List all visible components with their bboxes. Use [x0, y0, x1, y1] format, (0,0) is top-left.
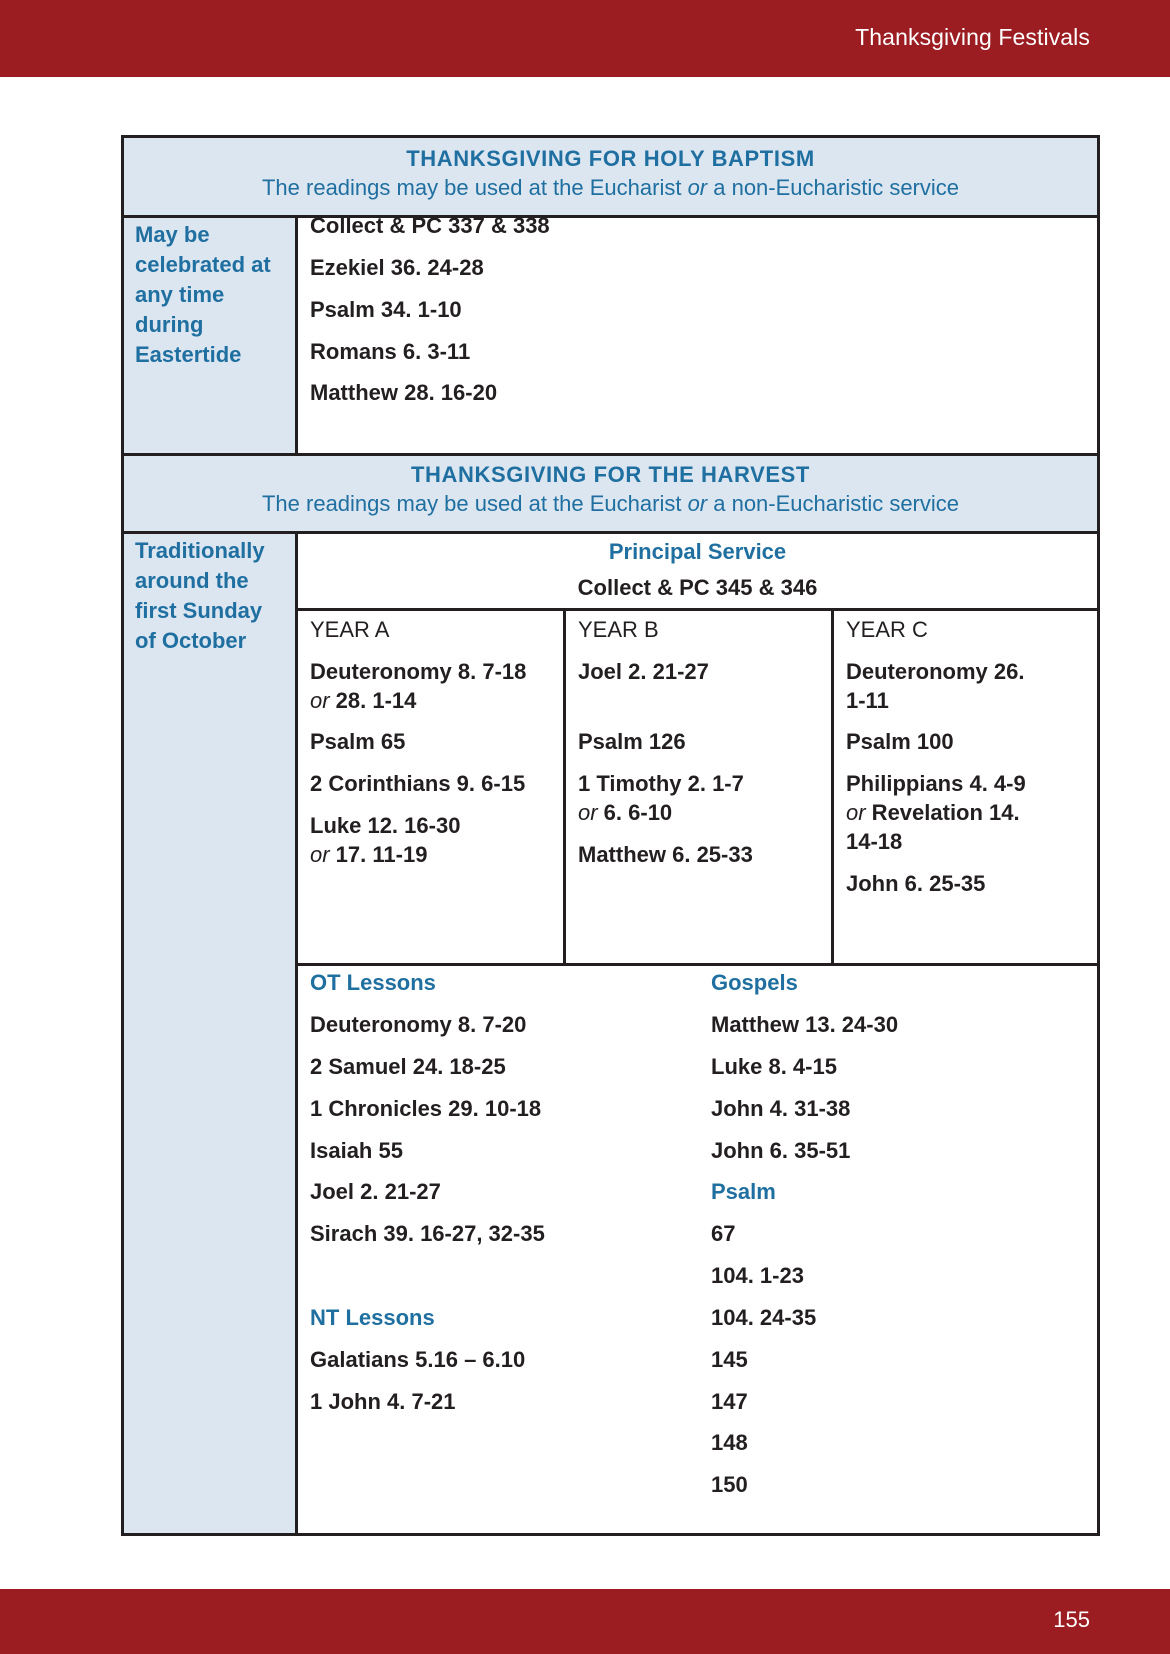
year-a-reading-alt	[310, 686, 416, 716]
subtitle-text: The readings may be used at the Eucharist	[261, 491, 688, 516]
baptism-subtitle	[124, 175, 1097, 201]
ot-lesson: Isaiah 55	[310, 1138, 403, 1163]
or-text: or	[310, 688, 330, 713]
psalm: 104. 1-23	[711, 1263, 804, 1288]
alt-reading: 28. 1-14	[329, 688, 417, 713]
year-a-label: YEAR A	[310, 617, 390, 642]
year-c-reading-alt	[846, 798, 1020, 828]
alt-reading: Revelation 14.	[865, 800, 1020, 825]
divider	[831, 608, 834, 964]
gospel: John 6. 35-51	[711, 1138, 851, 1163]
gospel: Matthew 13. 24-30	[711, 1012, 899, 1037]
harvest-title: THANKSGIVING FOR THE HARVEST	[411, 462, 810, 487]
gospel: Luke 8. 4-15	[711, 1054, 837, 1079]
harvest-header	[124, 456, 1097, 531]
alt-reading: 17. 11-19	[329, 842, 428, 867]
alt-reading: 6. 6-10	[597, 800, 673, 825]
running-header-title: Thanksgiving Festivals	[855, 24, 1090, 50]
subtitle-text: a non-Eucharistic service	[707, 491, 960, 516]
running-footer	[0, 1589, 1170, 1654]
psalm: 147	[711, 1389, 748, 1414]
divider	[295, 218, 298, 453]
ot-lesson: 2 Samuel 24. 18-25	[310, 1054, 506, 1079]
year-a-reading: Psalm 65	[310, 729, 406, 754]
nt-lesson: 1 John 4. 7-21	[310, 1389, 456, 1414]
harvest-when: Traditionally around the first Sunday of October	[135, 538, 265, 653]
year-c-reading: John 6. 25-35	[846, 871, 986, 896]
harvest-subtitle	[124, 491, 1097, 517]
divider	[295, 963, 1097, 966]
year-b-reading-alt	[578, 798, 672, 828]
gospel: John 4. 31-38	[711, 1096, 851, 1121]
year-c-reading: Philippians 4. 4-9	[846, 771, 1026, 796]
nt-lessons-heading: NT Lessons	[310, 1305, 435, 1330]
baptism-title: THANKSGIVING FOR HOLY BAPTISM	[406, 146, 815, 171]
baptism-reading: Romans 6. 3-11	[310, 339, 471, 364]
psalm: 145	[711, 1347, 748, 1372]
or-text: or	[578, 800, 598, 825]
baptism-reading: Psalm 34. 1-10	[310, 297, 462, 322]
subtitle-text: a non-Eucharistic service	[707, 175, 960, 200]
psalm: 150	[711, 1472, 748, 1497]
year-b-label: YEAR B	[578, 617, 659, 642]
year-c-label: YEAR C	[846, 617, 928, 642]
year-b-reading: Matthew 6. 25-33	[578, 842, 753, 867]
divider	[295, 534, 298, 1533]
year-c-reading-cont: 1-11	[846, 688, 889, 713]
year-b-reading: Psalm 126	[578, 729, 686, 754]
ot-lesson: Deuteronomy 8. 7-20	[310, 1012, 527, 1037]
ot-lesson: 1 Chronicles 29. 10-18	[310, 1096, 542, 1121]
baptism-reading: Matthew 28. 16-20	[310, 380, 498, 405]
subtitle-or: or	[687, 175, 708, 200]
principal-service-heading: Principal Service	[608, 539, 787, 564]
baptism-reading: Ezekiel 36. 24-28	[310, 255, 484, 280]
page-number: 155	[1053, 1607, 1090, 1632]
gospels-heading: Gospels	[711, 970, 798, 995]
ot-lesson: Sirach 39. 16-27, 32-35	[310, 1221, 545, 1246]
subtitle-text: The readings may be used at the Eucharist	[261, 175, 688, 200]
harvest-when-cell	[124, 534, 295, 1533]
year-c-reading: Psalm 100	[846, 729, 954, 754]
year-b-reading: Joel 2. 21-27	[578, 659, 709, 684]
year-a-reading: Deuteronomy 8. 7-18	[310, 659, 527, 684]
baptism-header	[124, 138, 1097, 215]
baptism-when: May be celebrated at any time during Eastertide	[135, 222, 271, 367]
year-c-reading-cont: 14-18	[846, 829, 903, 854]
running-header	[0, 0, 1170, 77]
baptism-when-cell	[124, 218, 295, 453]
readings-table	[121, 135, 1100, 1536]
year-a-reading-alt	[310, 840, 427, 870]
or-text: or	[846, 800, 866, 825]
year-c-reading: Deuteronomy 26.	[846, 659, 1025, 684]
ot-lesson: Joel 2. 21-27	[310, 1179, 441, 1204]
psalm: 104. 24-35	[711, 1305, 817, 1330]
year-b-reading: 1 Timothy 2. 1-7	[578, 771, 744, 796]
psalm-heading: Psalm	[711, 1179, 776, 1204]
baptism-reading: Collect & PC 337 & 338	[310, 213, 550, 238]
nt-lesson: Galatians 5.16 – 6.10	[310, 1347, 526, 1372]
year-a-reading: Luke 12. 16-30	[310, 813, 461, 838]
ot-lessons-heading: OT Lessons	[310, 970, 436, 995]
divider	[563, 608, 566, 964]
subtitle-or: or	[687, 491, 708, 516]
divider	[295, 608, 1097, 611]
principal-collect: Collect & PC 345 & 346	[577, 575, 818, 600]
or-text: or	[310, 842, 330, 867]
psalm: 148	[711, 1430, 748, 1455]
psalm: 67	[711, 1221, 736, 1246]
year-a-reading: 2 Corinthians 9. 6-15	[310, 771, 526, 796]
